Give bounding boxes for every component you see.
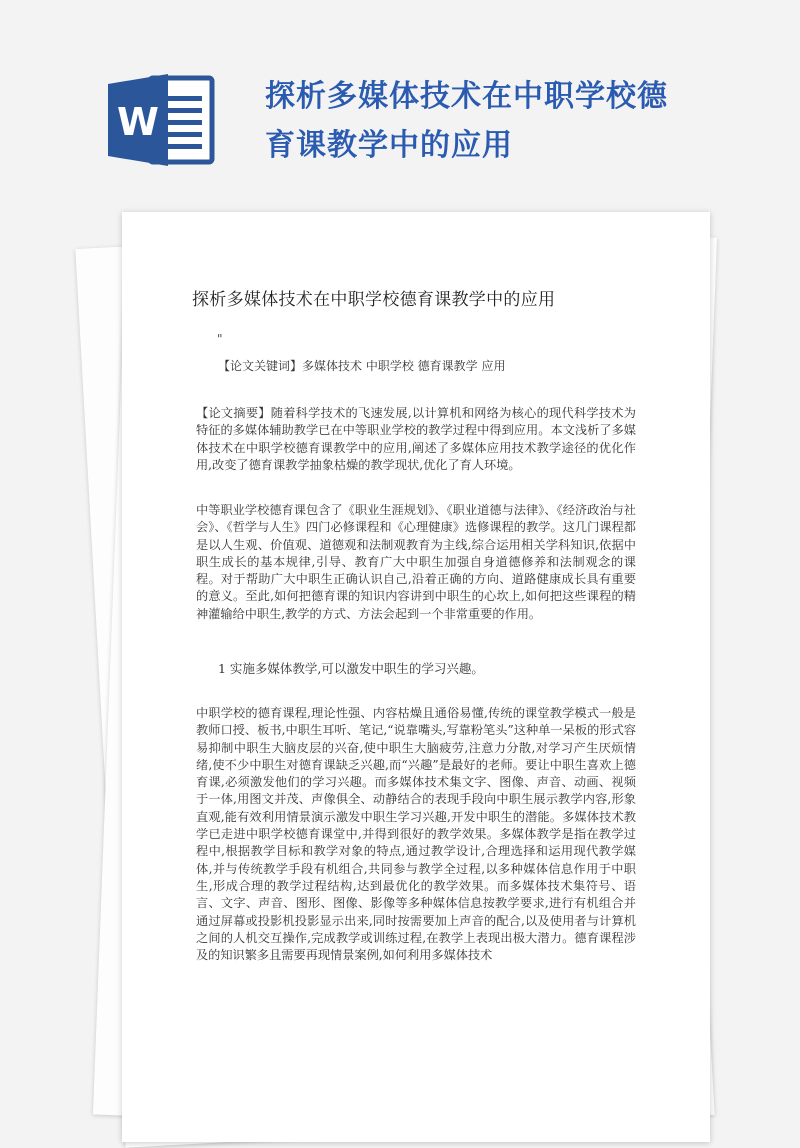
keywords-line: 【论文关键词】多媒体技术 中职学校 德育课教学 应用 [218, 359, 506, 373]
quote-mark: " [217, 332, 223, 346]
abstract-paragraph: 【论文摘要】随着科学技术的飞速发展,以计算机和网络为核心的现代科学技术为特征的多媒体辅助教学已在中等职业学校的教学过程中得到应用。本文浅析了多媒体技术在中职学校德育课教学中的应用,阐述了多媒体应用技术教学途径的优化作用,改变了德育课教学抽象枯燥的教学现状,优化了育人环境。 [196, 406, 636, 472]
header-title [265, 72, 695, 170]
word-icon-letter: W [117, 100, 159, 144]
document-title: 探析多媒体技术在中职学校德育课教学中的应用 [192, 290, 556, 310]
header-title-line2: 育课教学中的应用 [265, 128, 513, 163]
header-title-line1: 探析多媒体技术在中职学校德 [265, 79, 668, 114]
section-heading-1: 1 实施多媒体教学,可以激发中职生的学习兴趣。 [218, 661, 484, 676]
header [0, 0, 800, 210]
document-page [122, 212, 710, 1142]
intro-paragraph: 中等职业学校德育课包含了《职业生涯规划》、《职业道德与法律》、《经济政治与社会》、《哲学与人生》四门必修课程和《心理健康》选修课程的教学。这几门课程都是以人生观、价值观、道德观和法制观教育为主线,综合运用相关学科知识,依据中职生成长的基本规律,引导、教育广大中职生加强自身道德修养和法制观念的课程。对于帮助广大中职生正确认识自己,沿着正确的方向、道路健康成长具有重要的意义。至此,如何把德育课的知识内容讲到中职生的心坎上,如何把这些课程的精神灌输给中职生,教学的方式、方法会起到一个非常重要的作用。 [196, 503, 636, 621]
section-body-1: 中职学校的德育课程,理论性强、内容枯燥且通俗易懂,传统的课堂教学模式一般是教师口授、板书,中职生耳听、笔记,“说靠嘴头,写靠粉笔头”这种单一呆板的形式容易抑制中职生大脑皮层的兴奋,使中职生大脑疲劳,注意力分散,对学习产生厌烦情绪,使不少中职生对德育课缺乏兴趣,而“兴趣”是最好的老师。要让中职生喜欢上德育课,必须激发他们的学习兴趣。而多媒体技术集文字、图像、声音、动画、视频于一体,用图文并茂、声像俱全、动静结合的表现手段向中职生展示教学内容,形象直观,能有效利用情景演示激发中职生学习兴趣,开发中职生的潜能。多媒体技术教学已走进中职学校德育课堂中,并得到很好的教学效果。多媒体教学是指在教学过程中,根据教学目标和教学对象的特点,通过教学设计,合理选择和运用现代教学媒体,并与传统教学手段有机组合,共同参与教学全过程,以多种媒体信息作用于中职生,形成合理的教学过程结构,达到最优化的教学效果。而多媒体技术集符号、语言、文字、声音、图形、图像、影像等多种媒体信息按教学要求,进行有机组合并通过屏幕或投影机投影显示出来,同时按需要加上声音的配合,以及使用者与计算机之间的人机交互操作,完成教学或训练过程,在教学上表现出极大潜力。德育课程涉及的知识繁多且需要再现情景案例,如何利用多媒体技术 [196, 706, 636, 963]
word-document-icon [108, 72, 216, 168]
